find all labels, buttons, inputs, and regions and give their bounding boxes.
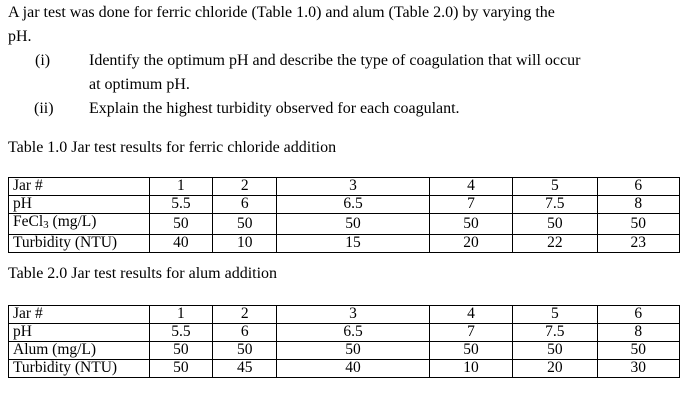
part-i-number: (i) (35, 52, 51, 69)
table-cell: 50 (429, 342, 512, 360)
table-cell: 50 (277, 214, 430, 235)
table-cell: 50 (597, 342, 679, 360)
table1-row-jar (9, 178, 680, 196)
row-label: Jar # (9, 306, 150, 324)
table-cell: 7.5 (513, 196, 598, 214)
table-cell: 5.5 (149, 324, 213, 342)
table-cell: 4 (429, 178, 512, 196)
table-cell: 8 (597, 196, 679, 214)
part-ii-text: Explain the highest turbidity observed for each coagulant. (89, 100, 460, 117)
table-cell: 6 (597, 306, 679, 324)
table1 (8, 177, 680, 253)
question-intro-line1: A jar test was done for ferric chloride (Table 1.0) and alum (Table 2.0) by varying the (8, 4, 555, 21)
table-cell: 50 (513, 342, 598, 360)
table2 (8, 305, 680, 378)
table-cell: 20 (429, 235, 512, 253)
row-label-subscript: 3 (43, 219, 49, 231)
row-label: Turbidity (NTU) (9, 235, 150, 253)
table-cell: 8 (597, 324, 679, 342)
table2-caption: Table 2.0 Jar test results for alum addition (8, 265, 278, 282)
table-cell: 50 (149, 342, 213, 360)
row-label: Alum (mg/L) (9, 342, 150, 360)
table-cell: 15 (277, 235, 430, 253)
table-cell: 6 (213, 196, 277, 214)
table-cell: 50 (597, 214, 679, 235)
row-label: Turbidity (NTU) (9, 360, 150, 378)
table-cell: 50 (213, 214, 277, 235)
table-cell: 1 (149, 178, 213, 196)
table-cell: 4 (429, 306, 512, 324)
table-cell: 50 (149, 214, 213, 235)
row-label-unit: (mg/L) (48, 213, 97, 230)
table-cell: 5.5 (149, 196, 213, 214)
table-cell: 40 (277, 360, 430, 378)
table-cell: 50 (149, 360, 213, 378)
part-ii-number: (ii) (34, 100, 54, 117)
table-cell: 3 (277, 306, 430, 324)
table-cell: 2 (213, 178, 277, 196)
table-cell: 5 (513, 306, 598, 324)
table-cell: 5 (513, 178, 598, 196)
table-cell: 20 (513, 360, 598, 378)
row-label: pH (9, 324, 150, 342)
table2-row-jar (9, 306, 680, 324)
table-cell: 7 (429, 324, 512, 342)
table-cell: 22 (513, 235, 598, 253)
table1-caption: Table 1.0 Jar test results for ferric chloride addition (8, 139, 337, 156)
table-cell: 30 (597, 360, 679, 378)
table-cell: 6.5 (277, 196, 430, 214)
row-label (9, 214, 150, 235)
table-cell: 6 (213, 324, 277, 342)
table1-row-turbidity (9, 235, 680, 253)
table2-row-alum (9, 342, 680, 360)
question-intro-line2: pH. (8, 28, 32, 45)
table2-row-ph (9, 324, 680, 342)
table-cell: 50 (277, 342, 430, 360)
row-label: Jar # (9, 178, 150, 196)
part-i-text-line1: Identify the optimum pH and describe the type of coagulation that will occur (89, 52, 581, 69)
table1-row-fecl3 (9, 214, 680, 235)
table-cell: 6 (597, 178, 679, 196)
table-cell: 45 (213, 360, 277, 378)
table-cell: 2 (213, 306, 277, 324)
table-cell: 1 (149, 306, 213, 324)
table-cell: 50 (213, 342, 277, 360)
table-cell: 10 (429, 360, 512, 378)
table-cell: 50 (429, 214, 512, 235)
table-cell: 3 (277, 178, 430, 196)
table-cell: 7 (429, 196, 512, 214)
part-i-text-line2: at optimum pH. (89, 76, 190, 93)
table1-row-ph (9, 196, 680, 214)
table-cell: 6.5 (277, 324, 430, 342)
table2-row-turbidity (9, 360, 680, 378)
table-cell: 50 (513, 214, 598, 235)
row-label-main: FeCl (13, 213, 44, 230)
table-cell: 7.5 (513, 324, 598, 342)
table-cell: 23 (597, 235, 679, 253)
row-label: pH (9, 196, 150, 214)
table-cell: 10 (213, 235, 277, 253)
table-cell: 40 (149, 235, 213, 253)
